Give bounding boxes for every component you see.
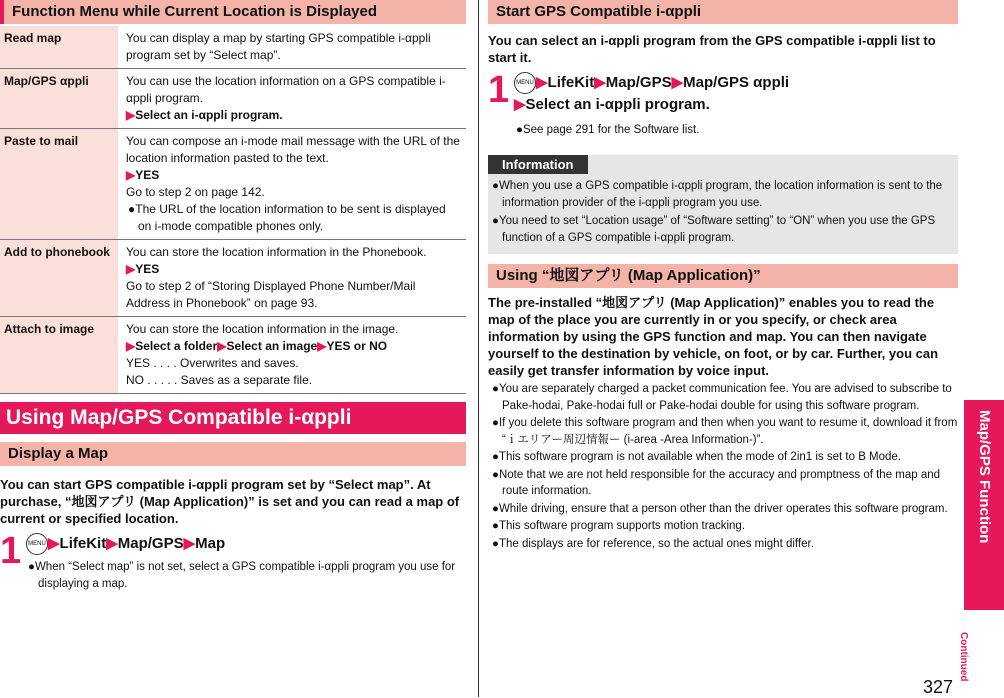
step-path-item: LifeKit: [59, 535, 107, 552]
note-item: Note that we are not held responsible for the accuracy and promptness of the map and route information.: [498, 468, 941, 498]
start-gps-title: Start GPS Compatible i-αppli: [488, 0, 958, 24]
row-action: YES: [135, 168, 160, 182]
right-column: [488, 0, 958, 553]
bullet-icon: ●: [492, 520, 499, 533]
bullet-icon: ●: [28, 561, 35, 574]
information-label: Information: [488, 155, 588, 174]
row-text: You can compose an i-mode mail message with the URL of the location information pasted to the text.: [126, 134, 460, 165]
bullet-icon: ●: [492, 417, 499, 430]
row-action: YES: [135, 262, 160, 276]
bullet-icon: ●: [128, 202, 136, 216]
info-item: You need to set “Location usage” of “Software setting” to “ON” when you use the GPS function of a GPS compatible i-αppli program.: [498, 215, 936, 245]
function-menu-title: Function Menu while Current Location is Displayed: [0, 0, 466, 24]
bullet-icon: ●: [492, 468, 499, 481]
step-number: 1: [488, 69, 510, 111]
arrow-icon: ▶: [317, 339, 327, 353]
map-app-title: Using “地図アプリ (Map Application)”: [488, 264, 958, 288]
row-text: You can use the location information on a GPS compatible i-αppli program.: [126, 74, 446, 105]
row-desc: [118, 69, 466, 129]
row-key: Map/GPS αppli: [0, 69, 118, 129]
table-row: [0, 240, 466, 317]
arrow-icon: ▶: [126, 262, 136, 276]
arrow-icon: ▶: [126, 108, 136, 122]
step-path-item: Map/GPS: [117, 535, 184, 552]
map-app-intro: The pre-installed “地図アプリ (Map Application)” enables you to read the map of the place you are currently in or you specify, or check area information by using the GPS function and map. You can then navigate yourself to the destination by vehicle, on foot, or by car. Further, you can easily get transfer information by voice input.: [488, 295, 939, 379]
arrow-icon: ▶: [126, 168, 136, 182]
step-path-item: Map/GPS αppli: [683, 74, 790, 91]
row-desc: [118, 240, 466, 317]
arrow-icon: ▶: [183, 535, 196, 552]
row-text: You can store the location information in the image.: [126, 322, 399, 336]
left-column: [0, 0, 466, 593]
step-action: Select an i-αppli program.: [525, 96, 710, 114]
display-map-intro: You can start GPS compatible i-αppli program set by “Select map”. At purchase, “地図アプリ (Map Application)” is set and you can read a map of current or specified location.: [0, 477, 460, 526]
row-action: Select an image: [226, 339, 318, 353]
bullet-icon: ●: [492, 451, 499, 464]
arrow-icon: ▶: [126, 339, 136, 353]
note-item: This software program is not available when the mode of 2in1 is set to B Mode.: [498, 451, 902, 464]
step-number: 1: [0, 530, 22, 572]
step-path-item: Map/GPS: [605, 74, 672, 91]
menu-key-icon: MENU: [26, 533, 48, 555]
yes-line: YES . . . . Overwrites and saves.: [126, 356, 299, 370]
arrow-icon: ▶: [594, 74, 606, 91]
row-action: Select a folder: [135, 339, 218, 353]
row-text: You can store the location information in the Phonebook.: [126, 245, 427, 259]
row-desc: [118, 129, 466, 240]
row-key: Add to phonebook: [0, 240, 118, 317]
continued-label: Continued: [958, 632, 969, 682]
step-1: [0, 530, 466, 593]
arrow-icon: ▶: [536, 74, 548, 91]
step-1: [488, 69, 958, 139]
row-after: Go to step 2 on page 142.: [126, 185, 265, 199]
bullet-icon: ●: [492, 180, 499, 193]
step-path-item: Map: [195, 535, 226, 552]
side-tab-label: Map/GPS Function: [976, 410, 993, 544]
arrow-icon: ▶: [48, 535, 60, 552]
row-action: Select an i-αppli program.: [135, 108, 283, 122]
row-after: Go to step 2 of “Storing Displayed Phone Number/Mail Address in Phonebook” on page 93.: [126, 279, 416, 310]
step-path-item: LifeKit: [547, 74, 595, 91]
row-key: Read map: [0, 26, 118, 69]
bullet-icon: ●: [492, 502, 499, 515]
page-number: 327: [923, 677, 954, 697]
bullet-icon: ●: [516, 124, 523, 137]
function-menu-table: [0, 26, 466, 394]
table-row: [0, 69, 466, 129]
row-key: Attach to image: [0, 317, 118, 394]
table-row: [0, 317, 466, 394]
information-box: [488, 155, 958, 254]
display-map-title: Display a Map: [0, 442, 466, 466]
arrow-icon: ▶: [514, 96, 526, 114]
map-app-notes: [488, 381, 958, 552]
bullet-icon: ●: [492, 383, 499, 396]
note-item: The displays are for reference, so the actual ones might differ.: [498, 537, 814, 550]
info-item: When you use a GPS compatible i-αppli program, the location information is sent to the information provider of the i-αppli program you use.: [498, 180, 943, 210]
column-divider: [478, 0, 479, 697]
bullet-icon: ●: [492, 537, 499, 550]
row-bullet: The URL of the location information to be sent is displayed on i-mode compatible phones only.: [135, 202, 446, 233]
note-item: If you delete this software program and then when you want to resume it, download it from “ｉエリアー周辺情報ー (i-area -Area Information-)”.: [498, 417, 958, 446]
row-desc: You can display a map by starting GPS compatible i-αppli program set by “Select map”.: [118, 26, 466, 69]
no-line: NO . . . . . Saves as a separate file.: [126, 373, 313, 387]
note-item: This software program supports motion tracking.: [498, 520, 746, 533]
note-item: You are separately charged a packet communication fee. You are advised to subscribe to Pake-hodai, Pake-hodai full or Pake-hodai double for using this software program.: [498, 383, 952, 412]
row-action: YES or NO: [326, 339, 388, 353]
bullet-icon: ●: [492, 215, 499, 228]
step-note: See page 291 for the Software list.: [522, 124, 700, 137]
step-note: When “Select map” is not set, select a GPS compatible i-αppli program you use for displaying a map.: [34, 561, 456, 591]
table-row: [0, 129, 466, 240]
row-key: Paste to mail: [0, 129, 118, 240]
menu-key-icon: MENU: [514, 72, 536, 94]
arrow-icon: ▶: [106, 535, 118, 552]
row-desc: [118, 317, 466, 394]
start-gps-intro: You can select an i-αppli program from the GPS compatible i-αppli list to start it.: [488, 33, 936, 65]
arrow-icon: ▶: [217, 339, 227, 353]
note-item: While driving, ensure that a person other than the driver operates this software program.: [498, 502, 948, 515]
table-row: [0, 26, 466, 69]
section-title: Using Map/GPS Compatible i-αppli: [0, 402, 466, 434]
arrow-icon: ▶: [671, 74, 684, 91]
